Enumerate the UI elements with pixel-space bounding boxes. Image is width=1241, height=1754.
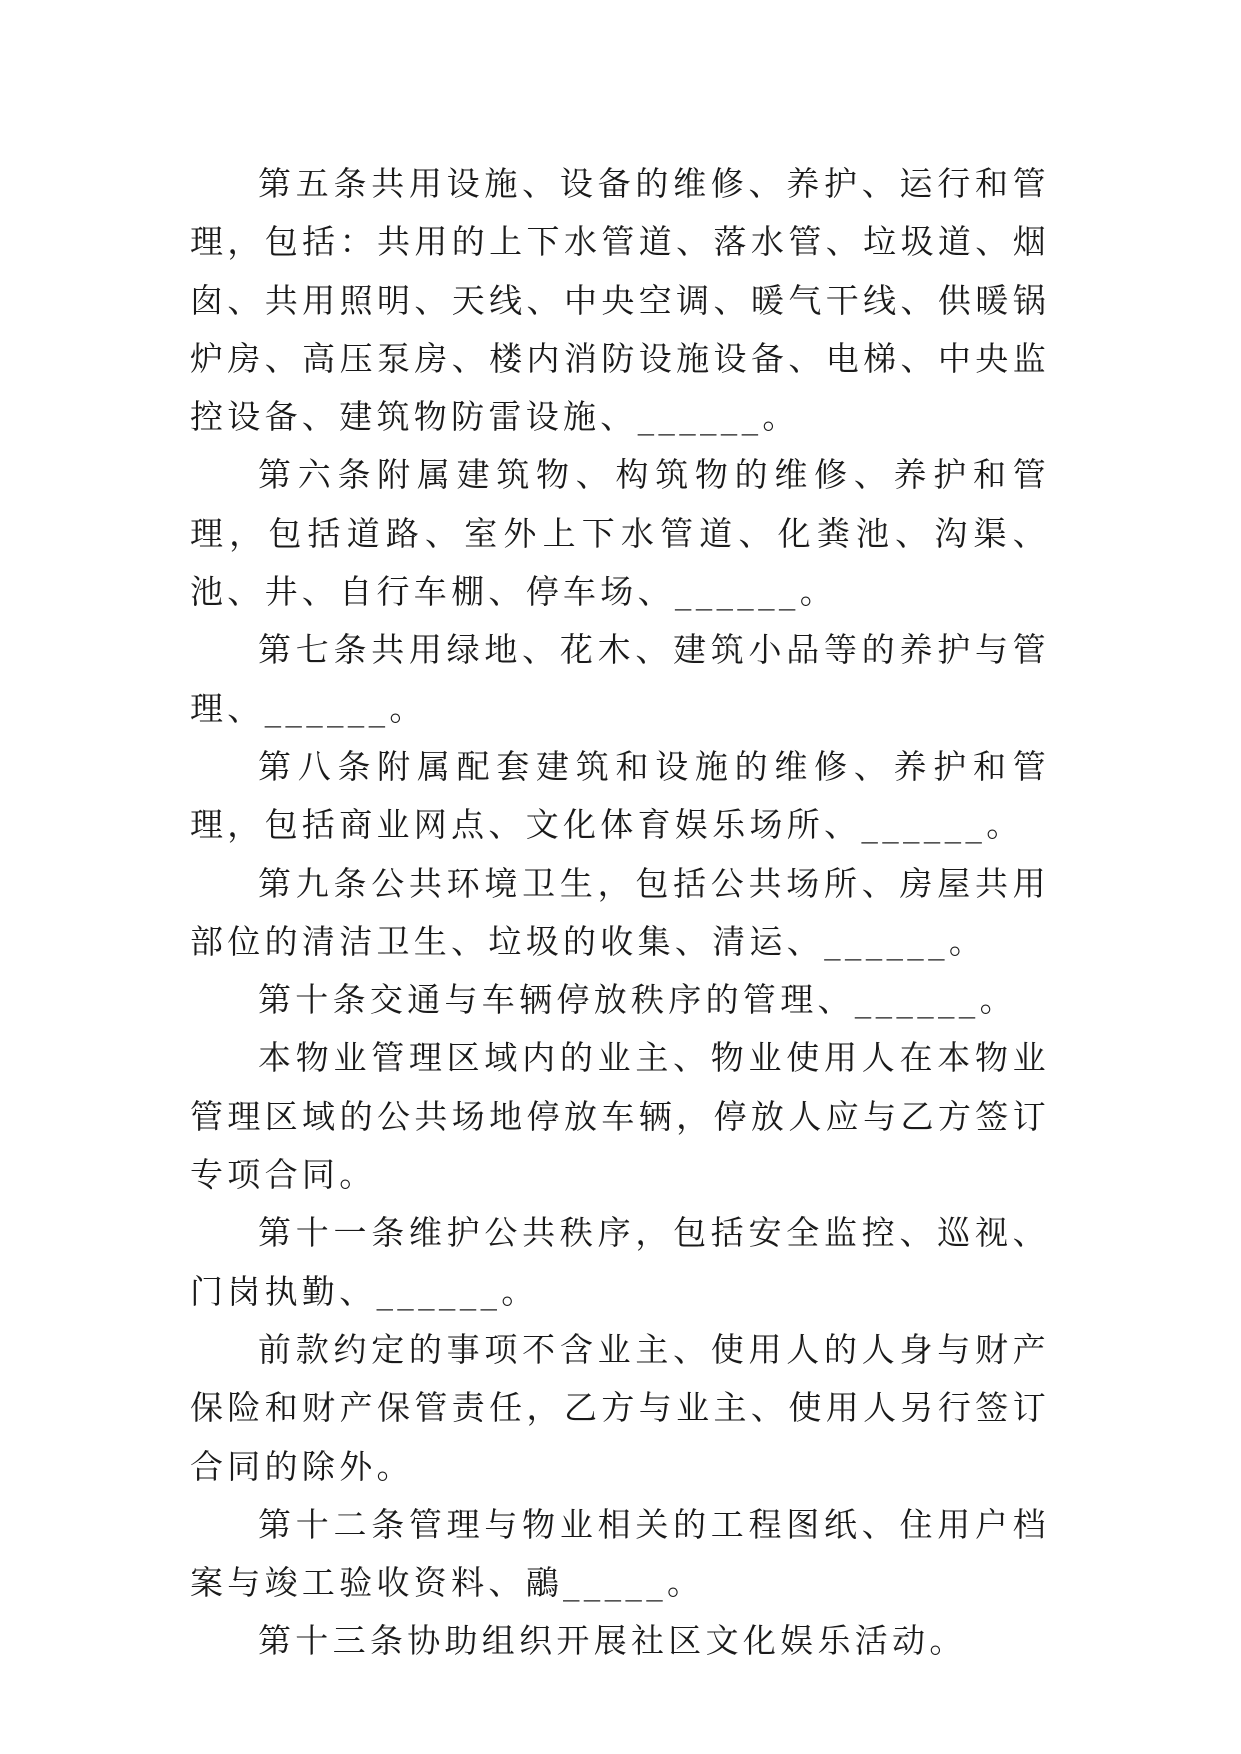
article-13-paragraph: 第十三条协助组织开展社区文化娱乐活动。 — [258, 1621, 967, 1661]
article-7-paragraph: 第七条共用绿地、花木、建筑小品等的养护与管理、______。 — [190, 630, 1050, 728]
article-6-paragraph: 第六条附属建筑物、构筑物的维修、养护和管理，包括道路、室外上下水管道、化粪池、沟渠、池、井、自行车棚、停车场、______。 — [190, 455, 1050, 612]
article-11-paragraph: 第十一条维护公共秩序，包括安全监控、巡视、门岗执勤、______。 — [190, 1213, 1050, 1311]
parking-contract-paragraph: 本物业管理区域内的业主、物业使用人在本物业管理区域的公共场地停放车辆，停放人应与乙方签订专项合同。 — [190, 1038, 1050, 1195]
insurance-exclusion-paragraph: 前款约定的事项不含业主、使用人的人身与财产保险和财产保管责任，乙方与业主、使用人另行签订合同的除外。 — [190, 1329, 1050, 1486]
article-9-paragraph: 第九条公共环境卫生，包括公共场所、房屋共用部位的清洁卫生、垃圾的收集、清运、______。 — [190, 863, 1050, 961]
article-8-paragraph: 第八条附属配套建筑和设施的维修、养护和管理，包括商业网点、文化体育娱乐场所、______。 — [190, 746, 1050, 845]
document-page — [190, 155, 1050, 1671]
article-10-paragraph: 第十条交通与车辆停放秩序的管理、______。 — [258, 980, 1017, 1020]
article-12-paragraph: 第十二条管理与物业相关的工程图纸、住用户档案与竣工验收资料、鷊_____。 — [190, 1504, 1050, 1603]
article-5-paragraph: 第五条共用设施、设备的维修、养护、运行和管理，包括：共用的上下水管道、落水管、垃圾道、烟囱、共用照明、天线、中央空调、暖气干线、供暖锅炉房、高压泵房、楼内消防设施设备、电梯、中央监控设备、建筑物防雷设施、______。 — [190, 164, 1050, 437]
